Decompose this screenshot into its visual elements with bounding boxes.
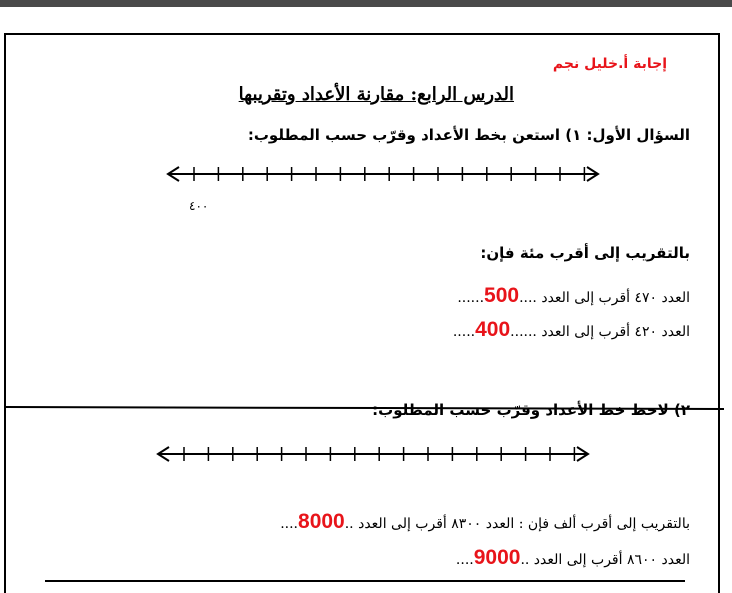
q2-line-2-text: العدد ٨٦٠٠ أقرب إلى العدد .. — [520, 552, 690, 568]
q1-line-1-text: العدد ٤٧٠ أقرب إلى العدد .... — [519, 290, 690, 306]
q1-line-2-answer: 400 — [475, 318, 511, 341]
bottom-rule — [45, 580, 685, 582]
author-credit: إجابة أ.خليل نجم — [552, 56, 667, 72]
q2-line-1 — [280, 510, 690, 534]
q1-line-2-text: العدد ٤٢٠ أقرب إلى العدد ...... — [510, 324, 690, 340]
worksheet-frame — [4, 33, 720, 593]
top-bar — [0, 0, 732, 7]
lesson-title: الدرس الرابع: مقارنة الأعداد وتقريبها — [238, 84, 514, 105]
number-line-1-label: ٤٠٠ — [189, 199, 209, 213]
q1-rounding-heading: بالتقريب إلى أقرب مئة فإن: — [480, 244, 690, 262]
q1-line-2 — [453, 318, 690, 342]
q2-heading: ٢) لاحظ خط الأعداد وقرّب حسب المطلوب: — [372, 401, 690, 419]
q2-line-1-answer: 8000 — [298, 510, 345, 533]
q2-line-2-answer: 9000 — [473, 546, 521, 569]
q2-line-2-tail: .... — [455, 552, 474, 568]
q2-line-2 — [456, 546, 690, 570]
q2-line-1-tail: .... — [280, 516, 299, 532]
q1-line-1 — [457, 284, 690, 308]
q1-line-1-tail: ...... — [457, 290, 485, 306]
q1-heading: السؤال الأول: ١) استعن بخط الأعداد وقرّب حسب المطلوب: — [247, 126, 690, 144]
number-line-1 — [165, 160, 605, 188]
q2-line-1-text: بالتقريب إلى أقرب ألف فإن : العدد ٨٣٠٠ أقرب إلى العدد .. — [344, 516, 690, 532]
q1-line-1-answer: 500 — [484, 284, 520, 307]
q1-line-2-tail: ..... — [452, 324, 476, 340]
number-line-2 — [155, 440, 595, 468]
